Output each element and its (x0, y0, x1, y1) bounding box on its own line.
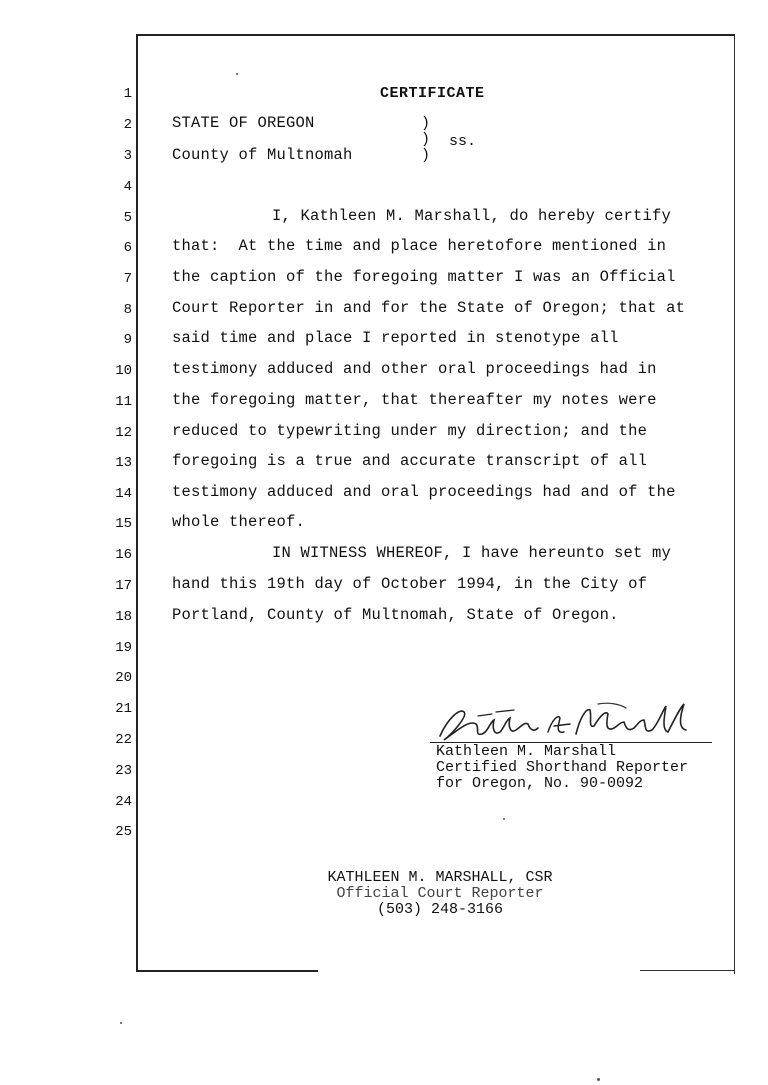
line-number-25: 25 (115, 824, 132, 840)
line-number-24: 24 (115, 794, 132, 810)
body-line-5: I, Kathleen M. Marshall, do hereby certify (272, 207, 672, 225)
line-number-19: 19 (115, 640, 132, 656)
scan-speck (120, 1022, 122, 1024)
line-number-12: 12 (115, 425, 132, 441)
line-number-9: 9 (123, 332, 132, 348)
body-line-14: testimony adduced and oral proceedings had and of the (172, 483, 676, 501)
body-line-17: hand this 19th day of October 1994, in the City of (172, 575, 648, 593)
line-number-20: 20 (115, 670, 132, 686)
signer-name: Kathleen M. Marshall (436, 743, 617, 760)
line-number-21: 21 (115, 701, 132, 717)
venue-paren-middle: ) (421, 131, 431, 148)
footer-phone: (503) 248-3166 (376, 901, 504, 918)
venue-paren-bottom: ) (421, 147, 431, 164)
line-number-1: 1 (123, 86, 132, 102)
bottom-rule-left (136, 970, 318, 972)
line-number-13: 13 (115, 455, 132, 471)
signer-credential: Certified Shorthand Reporter (436, 759, 689, 776)
line-number-23: 23 (115, 763, 132, 779)
body-line-18: Portland, County of Multnomah, State of Oregon. (172, 606, 619, 624)
left-margin-rule (136, 34, 138, 972)
body-line-6: that: At the time and place heretofore mentioned in (172, 237, 667, 255)
body-line-8: Court Reporter in and for the State of Oregon; that at (172, 299, 686, 317)
line-number-10: 10 (115, 363, 132, 379)
line-number-4: 4 (123, 179, 132, 195)
body-line-9: said time and place I reported in stenotype all (172, 329, 619, 347)
footer-role: Official Court Reporter (336, 885, 544, 902)
line-number-11: 11 (115, 394, 132, 410)
scan-speck (597, 1078, 600, 1081)
venue-state: STATE OF OREGON (172, 114, 315, 132)
venue-county: County of Multnomah (172, 146, 353, 164)
line-number-6: 6 (123, 240, 132, 256)
line-number-17: 17 (115, 578, 132, 594)
line-number-22: 22 (115, 732, 132, 748)
line-number-8: 8 (123, 302, 132, 318)
line-number-18: 18 (115, 609, 132, 625)
line-number-14: 14 (115, 486, 132, 502)
line-number-2: 2 (123, 117, 132, 133)
scan-speck (503, 818, 505, 820)
bottom-rule-right (640, 970, 734, 971)
body-line-10: testimony adduced and other oral proceedings had in (172, 360, 657, 378)
line-number-5: 5 (123, 210, 132, 226)
body-line-7: the caption of the foregoing matter I was an Official (172, 268, 676, 286)
body-line-11: the foregoing matter, that thereafter my notes were (172, 391, 657, 409)
body-line-13: foregoing is a true and accurate transcript of all (172, 452, 648, 470)
footer-name: KATHLEEN M. MARSHALL, CSR (327, 869, 553, 886)
scan-speck (236, 73, 238, 75)
line-number-7: 7 (123, 271, 132, 287)
handwritten-signature (430, 698, 700, 748)
body-line-12: reduced to typewriting under my direction; and the (172, 422, 648, 440)
page-frame (136, 34, 735, 974)
signer-license: for Oregon, No. 90-0092 (436, 775, 644, 792)
venue-paren-top: ) (421, 115, 431, 132)
line-number-16: 16 (115, 547, 132, 563)
venue-ss: ss. (449, 133, 477, 150)
line-number-15: 15 (115, 516, 132, 532)
line-number-3: 3 (123, 148, 132, 164)
body-line-15: whole thereof. (172, 513, 306, 531)
certificate-title: CERTIFICATE (380, 85, 485, 102)
body-line-16: IN WITNESS WHEREOF, I have hereunto set my (272, 544, 672, 562)
